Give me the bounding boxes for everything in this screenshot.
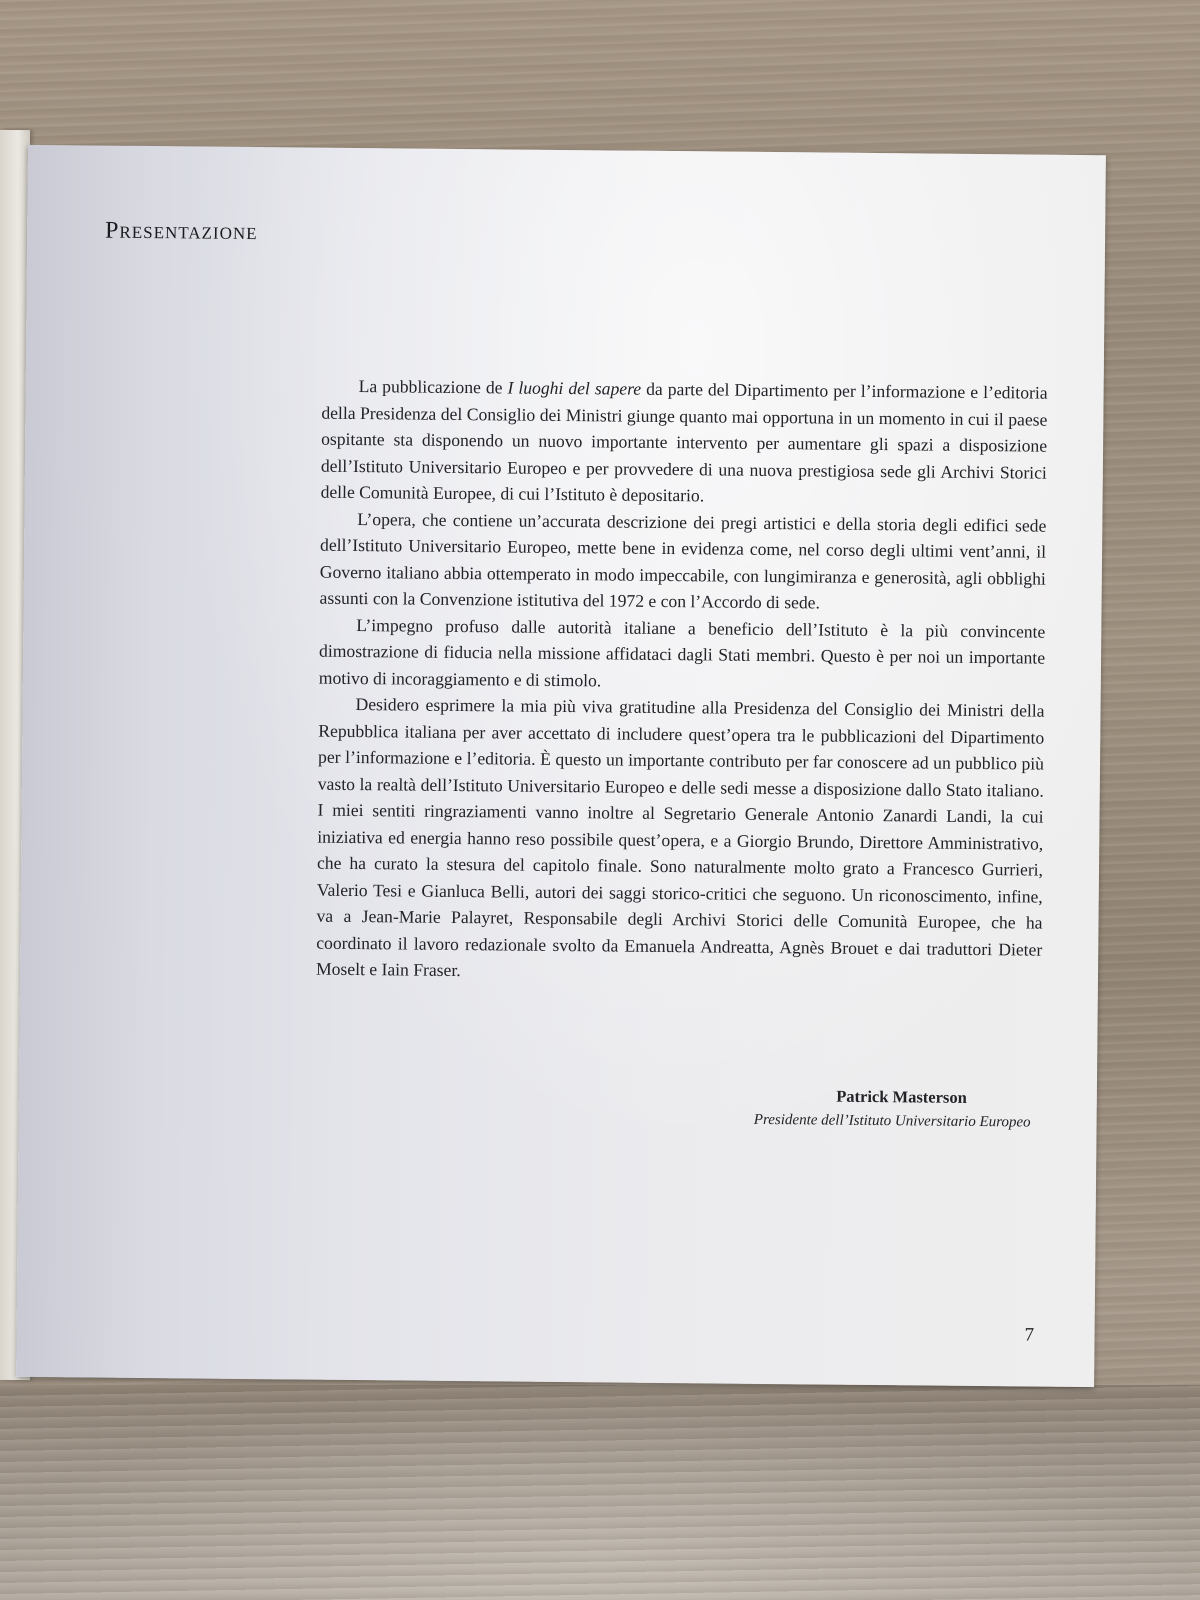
signature-name: Patrick Masterson bbox=[836, 1086, 967, 1107]
page-title: Presentazione bbox=[104, 217, 258, 246]
paragraph-1-rest: da parte del Dipartimento per l’informazione e l’editoria della Presidenza del Consiglio dei Ministri giunge quanto mai opportuna in un momento in cui il paese ospitante sta disponendo un nuovo importante intervento per aumentare gli spazi a disposizione dell’Istituto Universitario Europeo e per provvedere di una nuova prestigiosa sede gli Archivi Storici delle Comunità Europee, di cui l’Istituto è depositario. bbox=[320, 378, 1048, 506]
paragraph-3: L’impegno profuso dalle autorità italiane a beneficio dell’Istituto è la più convincente dimostrazione di fiducia nella missione affidataci dagli Stati membri. Questo è per noi un importante motivo di incoraggiamento e di stimolo. bbox=[318, 614, 1046, 690]
paragraph-4: Desidero esprimere la mia più viva gratitudine alla Presidenza del Consiglio dei Ministri della Repubblica italiana per aver accettato di includere quest’opera tra le pubblicazioni del Dipartimento per l’informazione e l’editoria. È questo un importante contributo per far conoscere ad un pubblico più vasto la realtà dell’Istituto Universitario Europeo e delle sedi messe a disposizione dallo Stato italiano. I miei sentiti ringraziamenti vanno inoltre al Segretario Generale Antonio Zanardi Landi, la cui iniziativa ed energia hanno reso possibile quest’opera, e a Giorgio Brundo, Direttore Amministrativo, che ha curato la stesura del capitolo finale. Sono naturalmente molto grato a Francesco Gurrieri, Valerio Tesi e Gianluca Belli, autori dei saggi storico-critici che seguono. Un riconoscimento, infine, va a Jean-Marie Palayret, Responsabile degli Archivi Storici delle Comunità Europee, che ha coordinato il lavoro redazionale svolto da Emanuela Andreatta, Agnès Brouet e dai traduttori Dieter Moselt e Iain Fraser. bbox=[315, 694, 1045, 981]
signature-block bbox=[619, 1083, 1039, 1135]
paragraph-2: L’opera, che contiene un’accurata descrizione dei pregi artistici e della storia degli edifici sede dell’Istituto Universitario Europeo, mette bene in evidenza come, nel corso degli ultimi vent’anni, il Governo italiano abbia ottemperato in modo impeccabile, con lungimiranza e generosità, agli obblighi assunti con la Convenzione istitutiva del 1972 e con l’Accordo di sede. bbox=[319, 508, 1047, 613]
body-text bbox=[316, 373, 1048, 989]
paragraph-1-start: La pubblicazione de bbox=[358, 376, 508, 398]
page-number: 7 bbox=[1024, 1324, 1035, 1346]
signature-role: Presidente dell’Istituto Universitario Europeo bbox=[753, 1111, 1031, 1131]
table-surface bbox=[0, 1385, 1200, 1600]
book-title-italic: I luoghi del sapere bbox=[507, 377, 642, 399]
paragraph-1 bbox=[320, 373, 1047, 512]
book-page bbox=[16, 145, 1106, 1387]
